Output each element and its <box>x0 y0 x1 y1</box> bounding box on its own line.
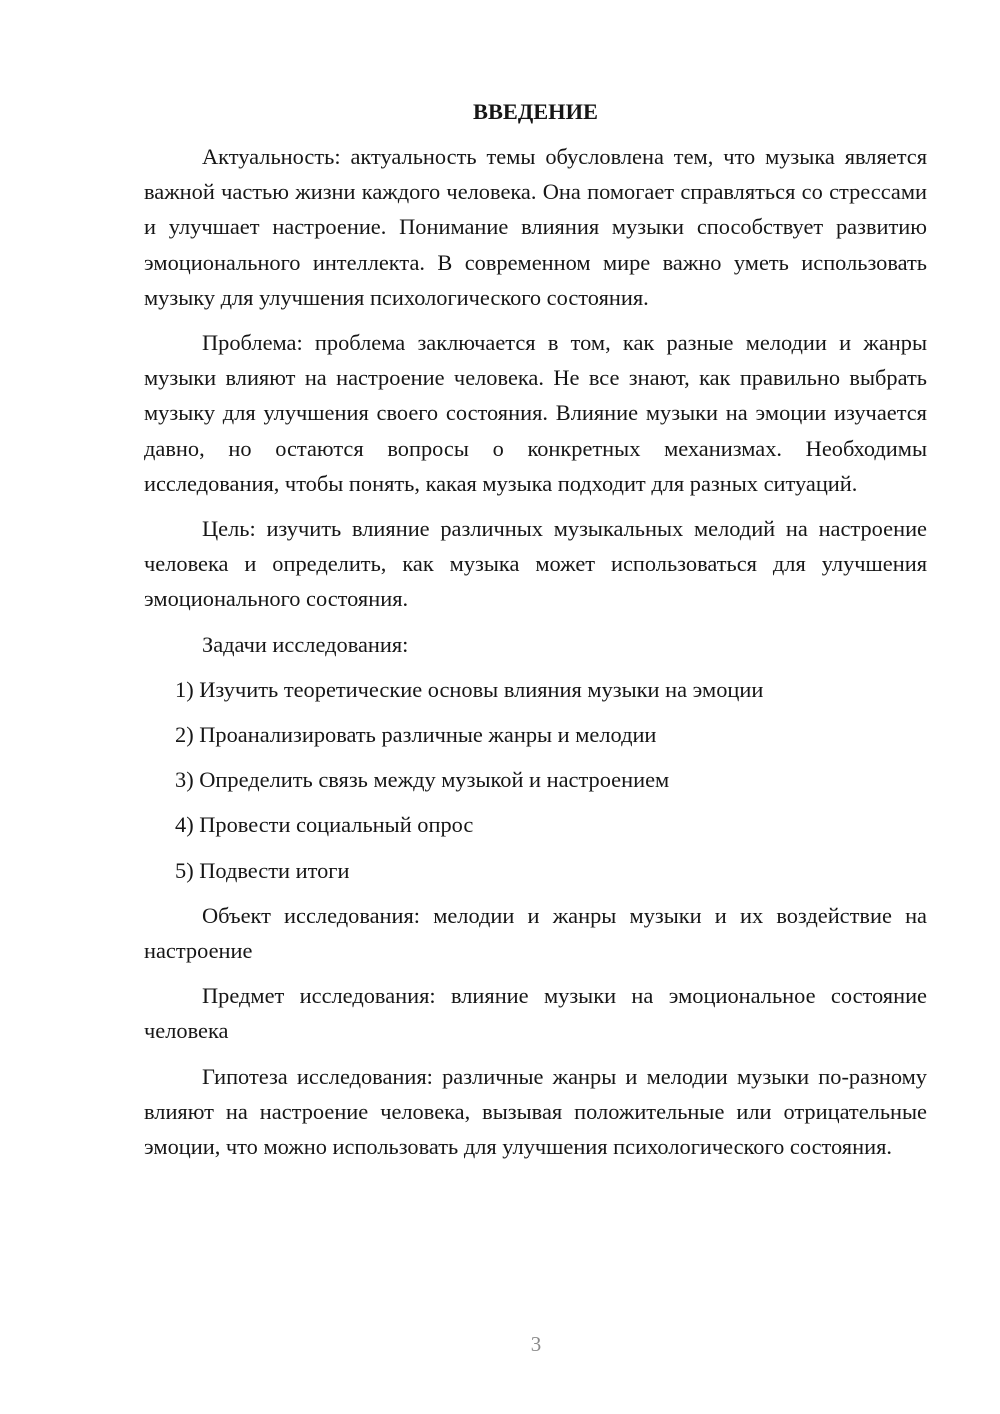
tasks-heading: Задачи исследования: <box>202 631 409 657</box>
task-item: 2) Проанализировать различные жанры и мелодии <box>175 722 657 748</box>
page-content <box>144 94 927 1174</box>
paragraph-relevance: Актуальность: актуальность темы обусловлена тем, что музыка является важной частью жизни каждого человека. Она помогает справляться со стрессами и улучшает настроение. Понимание влияния музыки способствует развитию эмоционального интеллекта. В современном мире важно уметь использовать музыку для улучшения психологического состояния. <box>144 144 927 310</box>
page-number: 3 <box>530 1332 542 1356</box>
paragraph-goal: Цель: изучить влияние различных музыкальных мелодий на настроение человека и определить, как музыка может использоваться для улучшения эмоционального состояния. <box>144 516 927 612</box>
task-item: 4) Провести социальный опрос <box>175 812 474 838</box>
task-item: 1) Изучить теоретические основы влияния музыки на эмоции <box>175 676 764 702</box>
task-item: 5) Подвести итоги <box>175 857 350 883</box>
paragraph-problem: Проблема: проблема заключается в том, как разные мелодии и жанры музыки влияют на настроение человека. Не все знают, как правильно выбрать музыку для улучшения своего состояния. Влияние музыки на эмоции изучается давно, но остаются вопросы о конкретных механизмах. Необходимы исследования, чтобы понять, какая музыка подходит для разных ситуаций. <box>144 330 927 496</box>
paragraph-object: Объект исследования: мелодии и жанры музыки и их воздействие на настроение <box>144 902 927 964</box>
task-item: 3) Определить связь между музыкой и настроением <box>175 767 670 793</box>
section-title: ВВЕДЕНИЕ <box>473 99 598 124</box>
paragraph-hypothesis: Гипотеза исследования: различные жанры и мелодии музыки по-разному влияют на настроение человека, вызывая положительные или отрицательные эмоции, что можно использовать для улучшения психологического состояния. <box>144 1063 927 1160</box>
paragraph-subject: Предмет исследования: влияние музыки на эмоциональное состояние человека <box>144 983 927 1044</box>
tasks-list <box>144 672 927 888</box>
